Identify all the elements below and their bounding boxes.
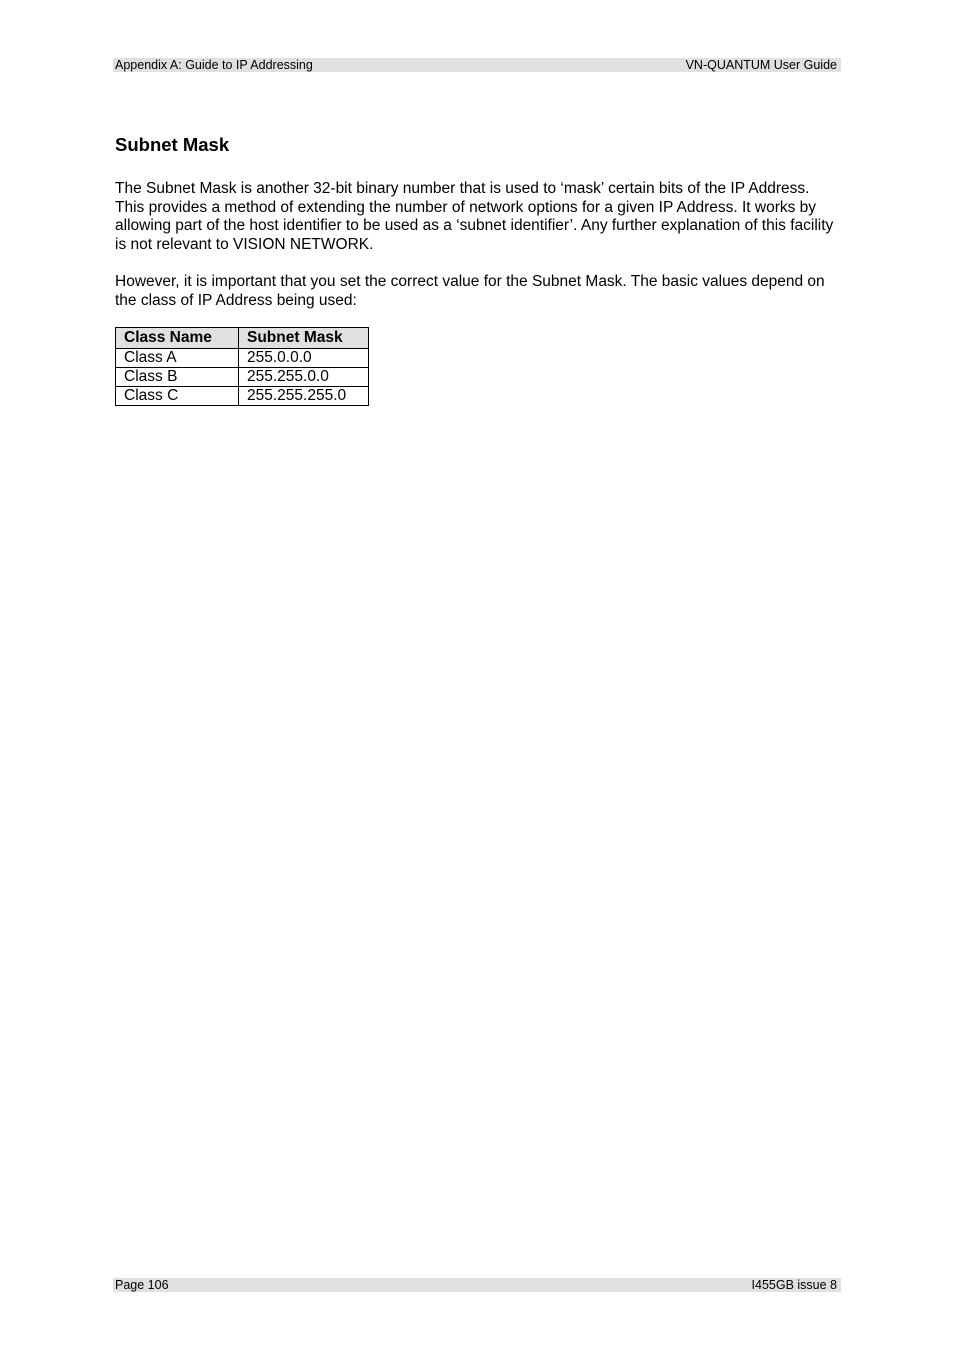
subnet-mask-table	[115, 327, 369, 406]
section-title: Subnet Mask	[115, 134, 230, 155]
page-footer	[113, 1278, 841, 1292]
cell-class-name: Class B	[116, 368, 239, 387]
cell-class-name: Class C	[116, 387, 239, 406]
paragraph-intro: The Subnet Mask is another 32-bit binary number that is used to ‘mask’ certain bits of the IP Address. This provides a method of extending the number of network options for a given IP Address. It works by allowing part of the host identifier to be used as a ‘subnet identifier’. Any further explanation of this facility is not relevant to VISION NETWORK.	[115, 180, 834, 253]
cell-subnet-mask: 255.255.0.0	[239, 368, 369, 387]
table-row	[116, 349, 369, 368]
page-header	[113, 58, 841, 72]
cell-class-name: Class A	[116, 349, 239, 368]
footer-issue: I455GB issue 8	[751, 1278, 837, 1292]
footer-page-number: Page 106	[115, 1278, 169, 1292]
header-chapter-title: Appendix A: Guide to IP Addressing	[115, 58, 313, 72]
column-header-subnet-mask: Subnet Mask	[239, 328, 369, 349]
cell-subnet-mask: 255.0.0.0	[239, 349, 369, 368]
table-row	[116, 368, 369, 387]
header-document-title: VN-QUANTUM User Guide	[685, 58, 837, 72]
table-row	[116, 387, 369, 406]
column-header-class-name: Class Name	[116, 328, 239, 349]
table-header-row	[116, 328, 369, 349]
cell-subnet-mask: 255.255.255.0	[239, 387, 369, 406]
paragraph-values: However, it is important that you set the correct value for the Subnet Mask. The basic values depend on the class of IP Address being used:	[115, 273, 825, 309]
